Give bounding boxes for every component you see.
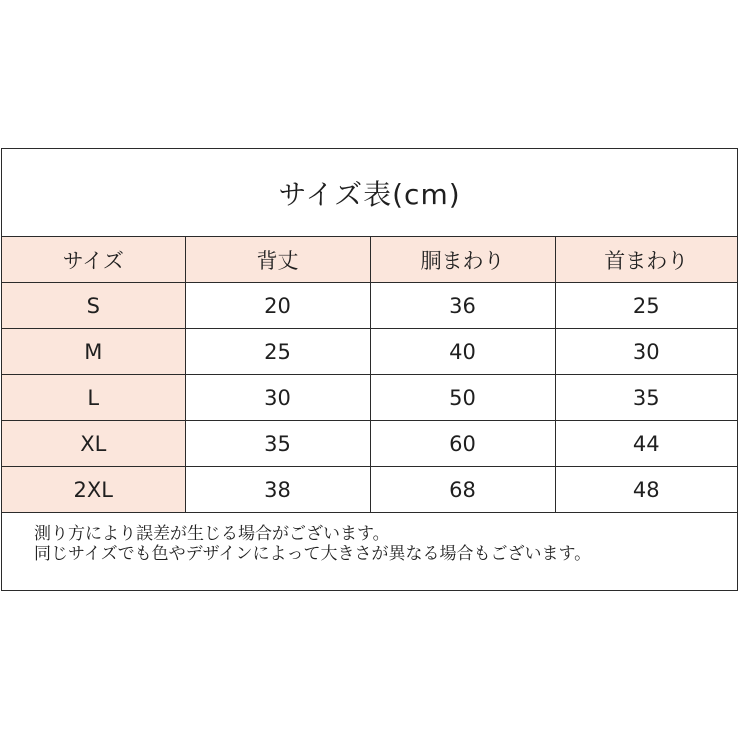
neck-cell: 35 (555, 375, 737, 421)
size-cell: M (2, 329, 185, 375)
table-row (2, 329, 737, 375)
table-row (2, 375, 737, 421)
header-neck: 首まわり (555, 237, 737, 283)
waist-cell: 60 (370, 421, 555, 467)
back-length-cell: 38 (185, 467, 370, 513)
back-length-cell: 30 (185, 375, 370, 421)
header-back-length: 背丈 (185, 237, 370, 283)
header-waist: 胴まわり (370, 237, 555, 283)
back-length-cell: 20 (185, 283, 370, 329)
neck-cell: 48 (555, 467, 737, 513)
size-cell: L (2, 375, 185, 421)
header-size: サイズ (2, 237, 185, 283)
size-cell: 2XL (2, 467, 185, 513)
notes (2, 513, 737, 564)
neck-cell: 30 (555, 329, 737, 375)
table-row (2, 421, 737, 467)
note-size-variation: 同じサイズでも色やデザインによって大きさが異なる場合もございます。 (34, 544, 592, 564)
size-chart (1, 148, 738, 591)
note-measurement-error: 測り方により誤差が生じる場合がございます。 (34, 524, 390, 544)
neck-cell: 25 (555, 283, 737, 329)
neck-cell: 44 (555, 421, 737, 467)
size-table (2, 237, 737, 513)
chart-title: サイズ表(cm) (2, 149, 737, 237)
waist-cell: 40 (370, 329, 555, 375)
size-cell: XL (2, 421, 185, 467)
table-header-row (2, 237, 737, 283)
waist-cell: 68 (370, 467, 555, 513)
table-row (2, 283, 737, 329)
back-length-cell: 25 (185, 329, 370, 375)
waist-cell: 50 (370, 375, 555, 421)
table-row (2, 467, 737, 513)
back-length-cell: 35 (185, 421, 370, 467)
waist-cell: 36 (370, 283, 555, 329)
size-cell: S (2, 283, 185, 329)
